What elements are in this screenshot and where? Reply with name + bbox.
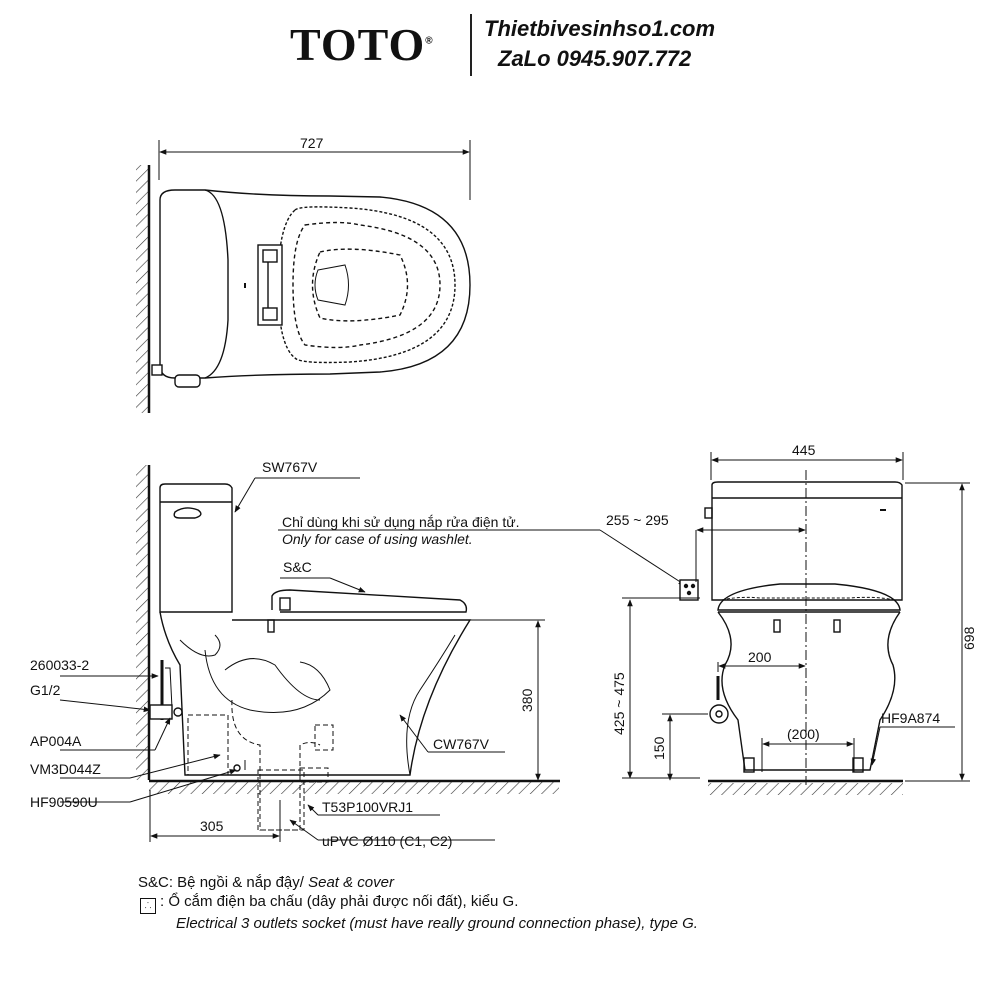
note-vi: Chỉ dùng khi sử dụng nắp rửa điện tử.	[282, 514, 520, 530]
side-bowl	[160, 612, 470, 775]
label-g12: G1/2	[30, 682, 61, 698]
dim-305: 305	[200, 818, 224, 834]
dim-200: 200	[748, 649, 772, 665]
tank-outline	[160, 190, 228, 378]
label-sw767v: SW767V	[262, 459, 318, 475]
label-sc: S&C	[283, 559, 312, 575]
front-view	[622, 452, 970, 795]
seat-outline	[278, 207, 455, 363]
label-hf9a874: HF9A874	[881, 710, 941, 726]
label-260033-2: 260033-2	[30, 657, 90, 673]
dim-380: 380	[519, 688, 535, 712]
socket-icon: ⸫	[140, 898, 156, 914]
dim-425-475: 425 ~ 475	[611, 672, 627, 735]
dim-bolt-200: (200)	[787, 726, 820, 742]
top-view	[136, 140, 470, 413]
label-vm3d044z: VM3D044Z	[30, 761, 101, 777]
dim-445: 445	[792, 442, 816, 458]
side-tank	[160, 484, 232, 612]
dim-727: 727	[300, 135, 324, 151]
legend-socket-en: Electrical 3 outlets socket (must have really ground connection phase), type G.	[176, 915, 698, 932]
wall-hatch	[136, 165, 148, 413]
legend-socket: ⸫ : Ổ cắm điện ba chấu (dây phải được nối đất), kiểu G.	[138, 892, 698, 914]
legend-seat-cover: S&C: Bệ ngồi & nắp đậy/ Seat & cover	[138, 874, 394, 891]
label-ap004a: AP004A	[30, 733, 82, 749]
dim-255-295: 255 ~ 295	[606, 512, 669, 528]
website-text: Thietbivesinhso1.com	[484, 16, 716, 41]
dim-150: 150	[651, 736, 667, 760]
label-cw767v: CW767V	[433, 736, 490, 752]
label-upvc: uPVC Ø110 (C1, C2)	[322, 833, 453, 849]
legend	[138, 873, 698, 933]
toto-logo: TOTO®	[290, 19, 434, 70]
label-hf90590u: HF90590U	[30, 794, 98, 810]
side-seat	[272, 590, 466, 612]
contact-text: ZaLo 0945.907.772	[498, 46, 692, 71]
front-tank	[712, 482, 902, 600]
note-en: Only for case of using washlet.	[282, 531, 473, 547]
dim-698: 698	[961, 626, 977, 650]
label-t53p100vrj1: T53P100VRJ1	[322, 799, 414, 815]
